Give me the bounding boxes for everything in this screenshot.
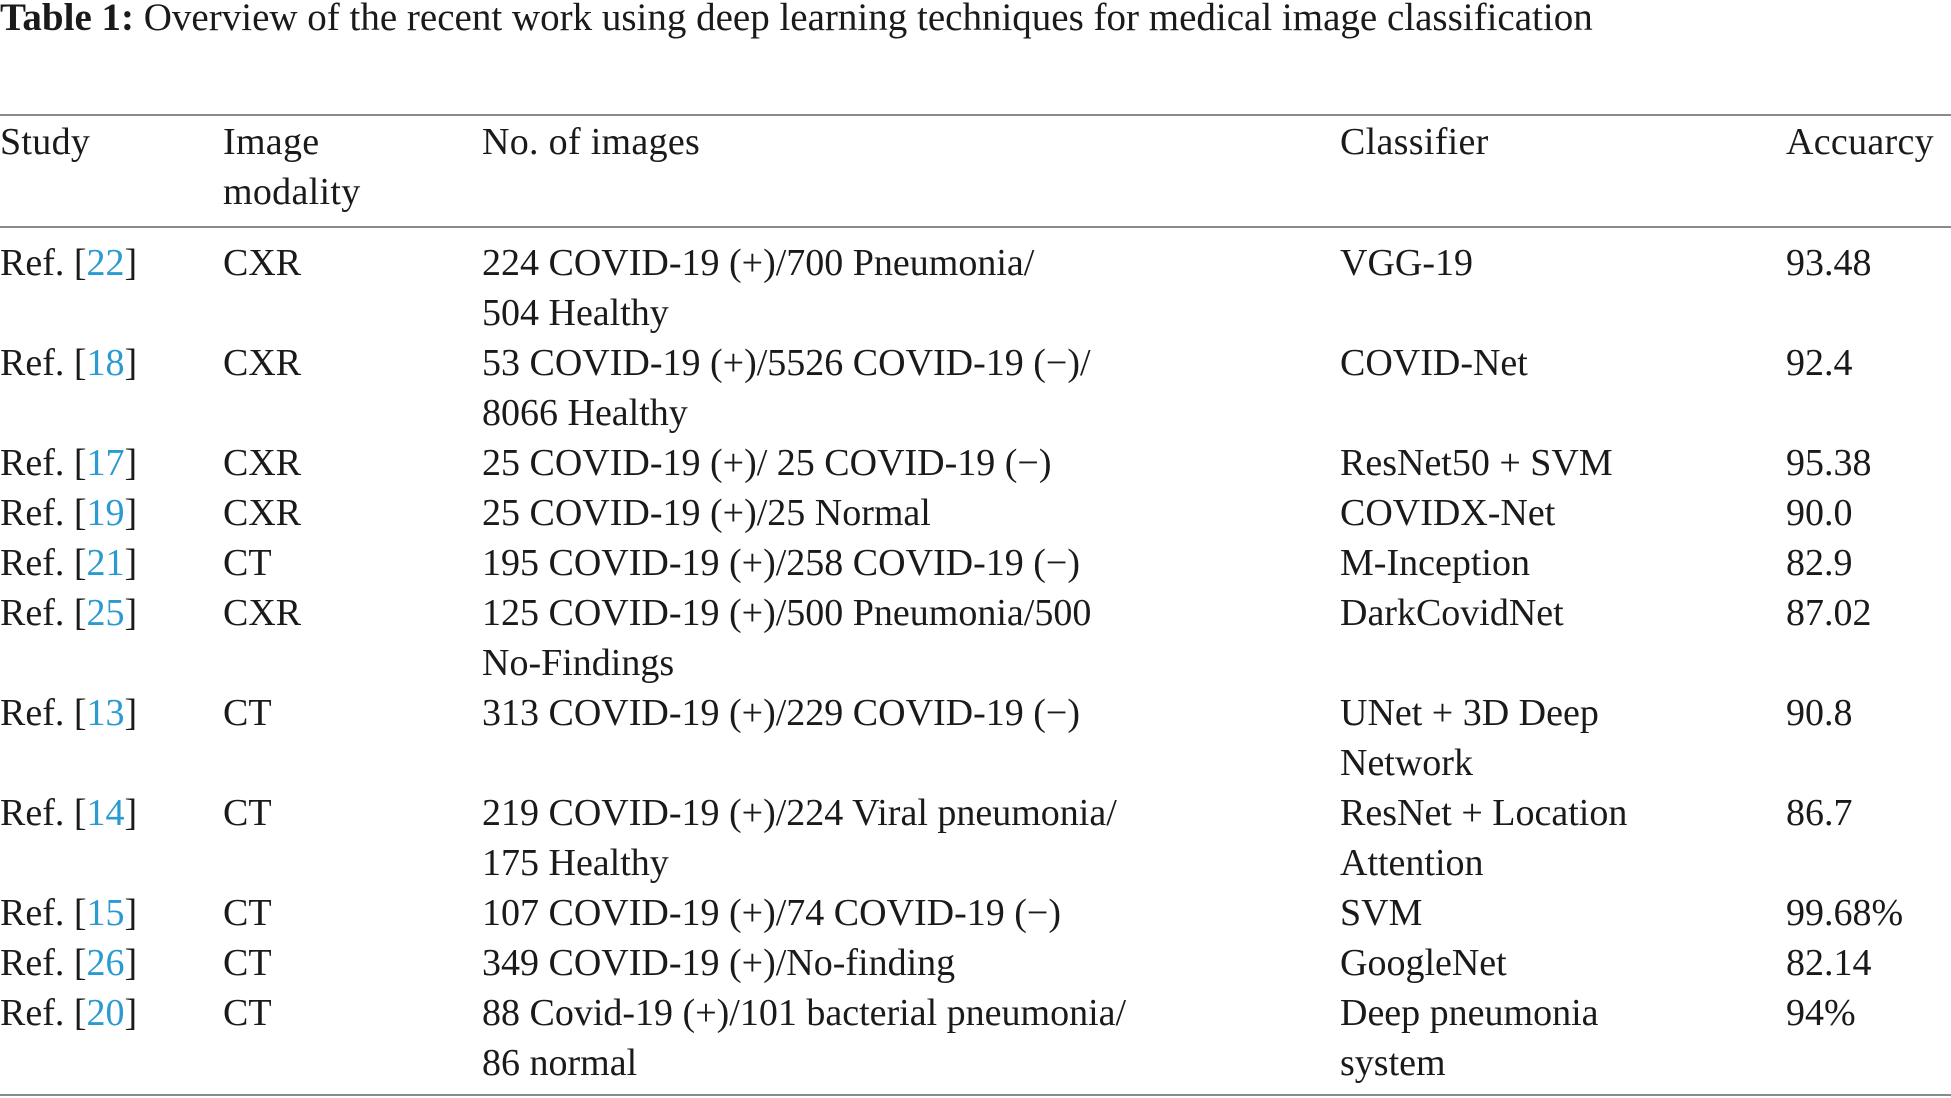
accuracy-cell: 82.14 bbox=[1786, 942, 1872, 984]
classifier-cell: ResNet50 + SVM bbox=[1340, 442, 1613, 484]
images-cell: No-Findings bbox=[482, 642, 675, 684]
classifier-cell: COVID-Net bbox=[1340, 342, 1528, 384]
ref-suffix: ] bbox=[124, 342, 138, 384]
reference-link[interactable]: 26 bbox=[86, 942, 125, 984]
images-cell: 504 Healthy bbox=[482, 292, 669, 334]
bottom-rule bbox=[0, 1094, 1951, 1096]
ref-suffix: ] bbox=[124, 942, 138, 984]
ref-prefix: Ref. [ bbox=[0, 542, 87, 584]
study-cell bbox=[0, 538, 137, 588]
accuracy-cell: 82.9 bbox=[1786, 542, 1853, 584]
reference-link[interactable]: 14 bbox=[86, 792, 125, 834]
caption-text: Overview of the recent work using deep learning techniques for medical image classification bbox=[143, 0, 1593, 39]
images-cell: 219 COVID-19 (+)/224 Viral pneumonia/ bbox=[482, 792, 1117, 834]
ref-suffix: ] bbox=[124, 242, 138, 284]
images-cell: 53 COVID-19 (+)/5526 COVID-19 (−)/ bbox=[482, 342, 1091, 384]
classifier-cell: Attention bbox=[1340, 842, 1484, 884]
reference-link[interactable]: 18 bbox=[86, 342, 125, 384]
classifier-cell: M-Inception bbox=[1340, 542, 1530, 584]
top-rule bbox=[0, 114, 1951, 116]
study-cell bbox=[0, 588, 137, 638]
table-row bbox=[0, 538, 1951, 588]
header-study: Study bbox=[0, 121, 91, 163]
ref-prefix: Ref. [ bbox=[0, 942, 87, 984]
study-cell bbox=[0, 888, 137, 938]
classifier-cell: VGG-19 bbox=[1340, 242, 1473, 284]
images-cell: 25 COVID-19 (+)/25 Normal bbox=[482, 492, 931, 534]
modality-cell: CT bbox=[223, 692, 272, 734]
table-row bbox=[0, 238, 1951, 338]
ref-prefix: Ref. [ bbox=[0, 342, 87, 384]
study-cell bbox=[0, 238, 137, 288]
header-modality-line2: modality bbox=[223, 171, 361, 213]
classifier-cell: ResNet + Location bbox=[1340, 792, 1628, 834]
table-row bbox=[0, 338, 1951, 438]
ref-suffix: ] bbox=[124, 442, 138, 484]
study-cell bbox=[0, 988, 137, 1038]
table-row bbox=[0, 688, 1951, 788]
ref-suffix: ] bbox=[124, 592, 138, 634]
ref-suffix: ] bbox=[124, 892, 138, 934]
images-cell: 88 Covid-19 (+)/101 bacterial pneumonia/ bbox=[482, 992, 1127, 1034]
ref-prefix: Ref. [ bbox=[0, 242, 87, 284]
ref-prefix: Ref. [ bbox=[0, 892, 87, 934]
reference-link[interactable]: 19 bbox=[86, 492, 125, 534]
accuracy-cell: 94% bbox=[1786, 992, 1856, 1034]
table-row bbox=[0, 888, 1951, 938]
ref-suffix: ] bbox=[124, 992, 138, 1034]
images-cell: 349 COVID-19 (+)/No-finding bbox=[482, 942, 956, 984]
table-body bbox=[0, 238, 1951, 1088]
reference-link[interactable]: 13 bbox=[86, 692, 125, 734]
modality-cell: CT bbox=[223, 892, 272, 934]
accuracy-cell: 86.7 bbox=[1786, 792, 1853, 834]
images-cell: 313 COVID-19 (+)/229 COVID-19 (−) bbox=[482, 692, 1080, 734]
header-images: No. of images bbox=[482, 121, 701, 163]
accuracy-cell: 90.8 bbox=[1786, 692, 1853, 734]
study-cell bbox=[0, 488, 137, 538]
ref-prefix: Ref. [ bbox=[0, 692, 87, 734]
modality-cell: CT bbox=[223, 942, 272, 984]
modality-cell: CT bbox=[223, 792, 272, 834]
caption-label: Table 1: bbox=[0, 0, 135, 39]
table-row bbox=[0, 938, 1951, 988]
accuracy-cell: 92.4 bbox=[1786, 342, 1853, 384]
classifier-cell: system bbox=[1340, 1042, 1446, 1084]
study-cell bbox=[0, 938, 137, 988]
accuracy-cell: 95.38 bbox=[1786, 442, 1872, 484]
modality-cell: CXR bbox=[223, 592, 302, 634]
table-header bbox=[0, 117, 1951, 227]
classifier-cell: COVIDX-Net bbox=[1340, 492, 1556, 534]
modality-cell: CXR bbox=[223, 492, 302, 534]
images-cell: 107 COVID-19 (+)/74 COVID-19 (−) bbox=[482, 892, 1061, 934]
ref-suffix: ] bbox=[124, 542, 138, 584]
classifier-cell: Deep pneumonia bbox=[1340, 992, 1599, 1034]
modality-cell: CXR bbox=[223, 442, 302, 484]
ref-suffix: ] bbox=[124, 492, 138, 534]
ref-prefix: Ref. [ bbox=[0, 792, 87, 834]
table-row bbox=[0, 488, 1951, 538]
study-cell bbox=[0, 438, 137, 488]
accuracy-cell: 99.68% bbox=[1786, 892, 1904, 934]
study-cell bbox=[0, 338, 137, 388]
images-cell: 8066 Healthy bbox=[482, 392, 688, 434]
ref-prefix: Ref. [ bbox=[0, 992, 87, 1034]
ref-prefix: Ref. [ bbox=[0, 492, 87, 534]
reference-link[interactable]: 22 bbox=[86, 242, 125, 284]
study-cell bbox=[0, 688, 137, 738]
table-row bbox=[0, 988, 1951, 1088]
study-cell bbox=[0, 788, 137, 838]
ref-suffix: ] bbox=[124, 792, 138, 834]
table-row bbox=[0, 588, 1951, 688]
classifier-cell: GoogleNet bbox=[1340, 942, 1507, 984]
classifier-cell: UNet + 3D Deep bbox=[1340, 692, 1599, 734]
images-cell: 25 COVID-19 (+)/ 25 COVID-19 (−) bbox=[482, 442, 1052, 484]
accuracy-cell: 87.02 bbox=[1786, 592, 1872, 634]
classifier-cell: Network bbox=[1340, 742, 1473, 784]
header-rule bbox=[0, 226, 1951, 228]
images-cell: 195 COVID-19 (+)/258 COVID-19 (−) bbox=[482, 542, 1080, 584]
images-cell: 86 normal bbox=[482, 1042, 638, 1084]
accuracy-cell: 93.48 bbox=[1786, 242, 1872, 284]
reference-link[interactable]: 21 bbox=[86, 542, 125, 584]
images-cell: 125 COVID-19 (+)/500 Pneumonia/500 bbox=[482, 592, 1092, 634]
modality-cell: CT bbox=[223, 542, 272, 584]
images-cell: 224 COVID-19 (+)/700 Pneumonia/ bbox=[482, 242, 1035, 284]
reference-link[interactable]: 20 bbox=[86, 992, 125, 1034]
ref-suffix: ] bbox=[124, 692, 138, 734]
modality-cell: CT bbox=[223, 992, 272, 1034]
images-cell: 175 Healthy bbox=[482, 842, 669, 884]
header-classifier: Classifier bbox=[1340, 121, 1489, 163]
classifier-cell: SVM bbox=[1340, 892, 1423, 934]
reference-link[interactable]: 15 bbox=[86, 892, 125, 934]
ref-prefix: Ref. [ bbox=[0, 592, 87, 634]
table-row bbox=[0, 438, 1951, 488]
header-accuracy: Accuarcy bbox=[1786, 121, 1934, 163]
classifier-cell: DarkCovidNet bbox=[1340, 592, 1564, 634]
modality-cell: CXR bbox=[223, 342, 302, 384]
ref-prefix: Ref. [ bbox=[0, 442, 87, 484]
accuracy-cell: 90.0 bbox=[1786, 492, 1853, 534]
table-row bbox=[0, 788, 1951, 888]
header-modality-line1: Image bbox=[223, 121, 320, 163]
modality-cell: CXR bbox=[223, 242, 302, 284]
table-caption bbox=[0, 0, 1951, 44]
reference-link[interactable]: 25 bbox=[86, 592, 125, 634]
reference-link[interactable]: 17 bbox=[86, 442, 125, 484]
